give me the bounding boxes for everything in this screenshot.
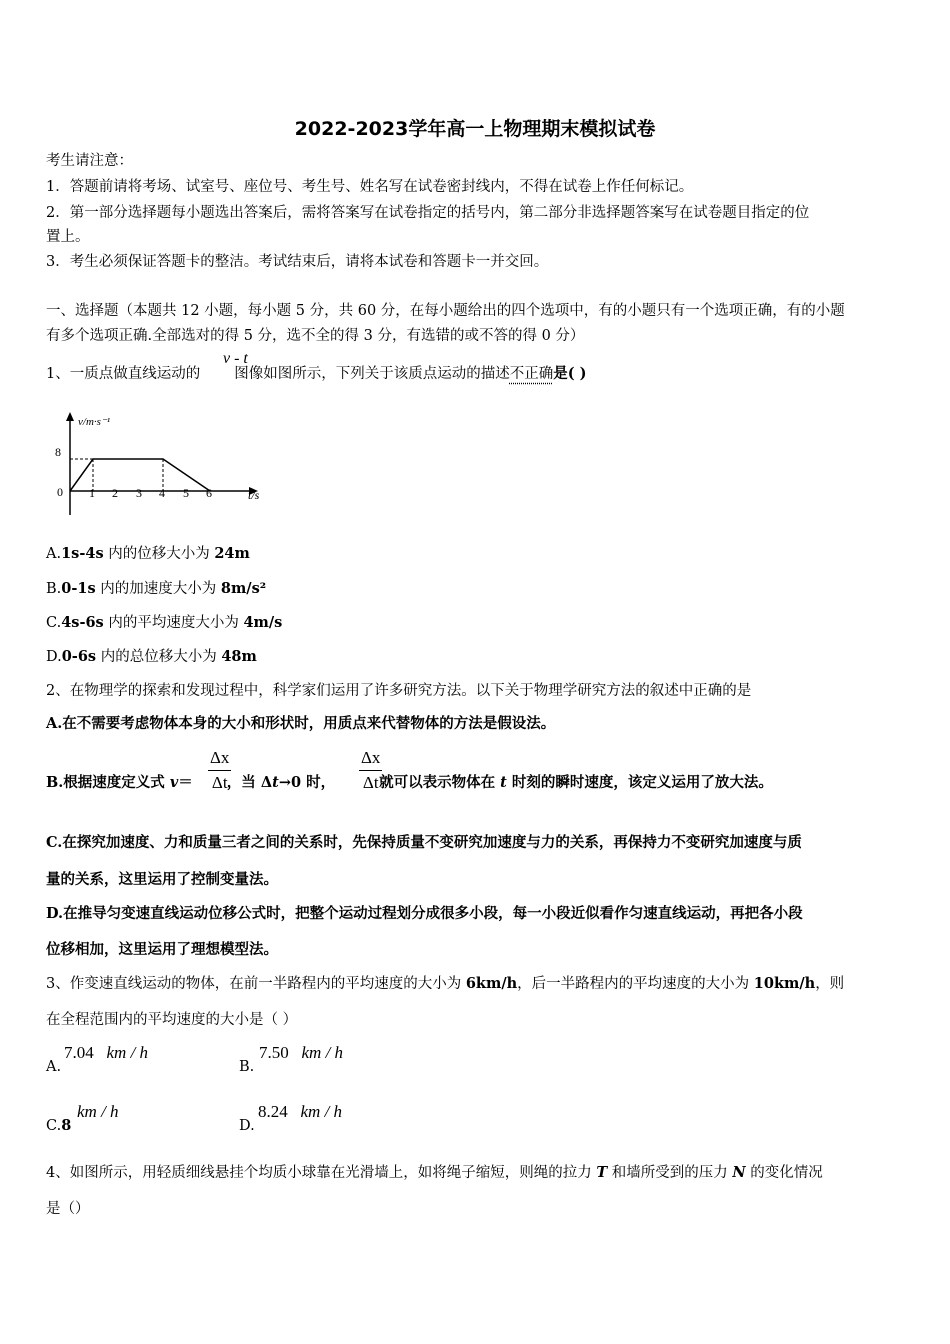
q2-b-text: 就可以表示物体在	[379, 774, 501, 791]
notice-item: 1．答题前请将考场、试室号、座位号、考生号、姓名写在试卷密封线内，不得在试卷上作任何标记。	[46, 179, 694, 195]
q2-b-text: 时刻的瞬时速度，该定义运用了放大法。	[506, 774, 773, 791]
q1-option-a	[46, 544, 250, 564]
q2-option-c-cont: 量的关系，这里运用了控制变量法。	[46, 871, 278, 888]
origin-label: 0	[57, 485, 63, 499]
q3-option-b-letter: B.	[239, 1059, 255, 1075]
question-3-stem	[46, 974, 844, 994]
q2-b-var-t: t	[500, 774, 507, 791]
q3-option-a-letter: A.	[46, 1059, 62, 1075]
q4-text: 和墙所受到的压力	[607, 1165, 733, 1181]
q3-option-d-value	[258, 1102, 342, 1122]
q2-b-var-v: v	[169, 774, 179, 791]
option-text: 内的加速度大小为	[95, 581, 221, 597]
fraction-dx-dt	[208, 748, 231, 793]
q2-b-equals: ＝	[178, 774, 193, 791]
x-axis-label: t/s	[248, 488, 260, 502]
option-bold: 0-6s	[61, 648, 97, 665]
option-text: 内的平均速度大小为	[103, 615, 244, 631]
x-tick-label: 6	[206, 486, 212, 500]
question-1-stem	[46, 364, 587, 384]
q1-option-c	[46, 613, 282, 633]
y-axis-arrow	[66, 412, 74, 421]
option-value: 7.50	[259, 1043, 289, 1062]
x-tick-label: 5	[183, 486, 189, 500]
q2-option-d: D.在推导匀变速直线运动位移公式时，把整个运动过程划分成很多小段，每一小段近似看作匀速直线运动，再把各小段	[46, 905, 803, 922]
q2-b-text: →0 时，	[278, 774, 336, 791]
fraction-numerator: Δx	[210, 748, 230, 767]
q3-option-c-unit	[77, 1102, 119, 1122]
notice-heading: 考生请注意：	[46, 153, 133, 169]
option-bold: 0-1s	[61, 580, 96, 597]
x-tick-label: 3	[136, 486, 142, 500]
q1-middle: 图像如图所示，下列关于该质点运动的描述	[234, 366, 510, 382]
q2-b-var-t: t	[272, 774, 279, 791]
q3-option-b-value	[259, 1043, 343, 1063]
page-title: 2022-2023学年高一上物理期末模拟试卷	[294, 118, 656, 140]
notice-item: 3．考生必须保证答题卡的整洁。考试结束后，请将本试卷和答题卡一并交回。	[46, 254, 549, 270]
option-value: 8	[61, 1117, 72, 1134]
y-tick-label: 8	[55, 445, 61, 459]
q1-vt-formula: v - t	[223, 350, 248, 367]
q1-suffix: 是( )	[553, 365, 587, 382]
x-tick-label: 1	[89, 486, 95, 500]
fraction-denominator: Δt	[362, 773, 379, 792]
option-value: 8m/s²	[220, 580, 267, 597]
q1-option-d	[46, 647, 257, 667]
option-bold: 1s-4s	[61, 545, 104, 562]
q4-text: 4、如图所示，用轻质细线悬挂个均质小球靠在光滑墙上，如将绳子缩短，则绳的拉力	[46, 1165, 597, 1181]
option-text: 内的位移大小为	[103, 546, 215, 562]
q1-prefix: 1、一质点做直线运动的	[46, 366, 201, 382]
option-letter: A.	[46, 546, 62, 562]
q3-text: ，后一半路程内的平均速度的大小为	[517, 976, 754, 992]
option-bold: 4s-6s	[61, 614, 104, 631]
option-letter: D.	[46, 649, 62, 665]
q1-option-b	[46, 579, 266, 599]
q3-speed-1: 6km/h	[465, 975, 518, 992]
q1-emphasis: 不正确	[509, 366, 554, 382]
y-axis-label: v/m·s⁻¹	[78, 416, 111, 428]
question-4-stem-cont: 是（）	[46, 1201, 90, 1217]
option-text: 内的总位移大小为	[96, 649, 222, 665]
option-value: 24m	[214, 545, 250, 562]
x-tick-label: 4	[159, 486, 165, 500]
option-letter: B.	[46, 581, 62, 597]
option-value: 48m	[221, 648, 257, 665]
option-unit: km / h	[301, 1043, 344, 1062]
question-4-stem	[46, 1163, 823, 1183]
q2-option-b	[46, 773, 773, 793]
notice-item: 2．第一部分选择题每小题选出答案后，需将答案写在试卷指定的括号内，第二部分非选择题答案写在试卷题目指定的位	[46, 205, 810, 221]
option-value: 8.24	[258, 1102, 288, 1121]
option-value: 7.04	[64, 1043, 94, 1062]
q3-speed-2: 10km/h	[753, 975, 816, 992]
q2-option-c: C.在探究加速度、力和质量三者之间的关系时，先保持质量不变研究加速度与力的关系，再保持力不变研究加速度与质	[46, 834, 802, 851]
fraction-dx-dt	[359, 748, 382, 793]
section-instructions: 有多个选项正确.全部选对的得 5 分，选不全的得 3 分，有选错的或不答的得 0 分）	[46, 328, 585, 344]
option-letter: C.	[46, 615, 62, 631]
question-3-stem-cont: 在全程范围内的平均速度的大小是（ ）	[46, 1012, 298, 1028]
q3-text: 3、作变速直线运动的物体，在前一半路程内的平均速度的大小为	[46, 976, 466, 992]
q3-option-d-letter: D.	[239, 1118, 255, 1134]
option-unit: km / h	[106, 1043, 149, 1062]
section-instructions: 一、选择题（本题共 12 小题，每小题 5 分，共 60 分，在每小题给出的四个选项中，有的小题只有一个选项正确，有的小题	[46, 303, 845, 319]
q4-text: 的变化情况	[745, 1165, 823, 1181]
question-2-stem: 2、在物理学的探索和发现过程中，科学家们运用了许多研究方法。以下关于物理学研究方法的叙述中正确的是	[46, 683, 752, 699]
q1-vt-graph	[50, 410, 280, 520]
q2-option-d-cont: 位移相加，这里运用了理想模型法。	[46, 941, 278, 958]
option-unit: km / h	[300, 1102, 343, 1121]
option-value: 4m/s	[243, 614, 283, 631]
q3-option-c-letter	[46, 1116, 71, 1136]
q4-var-N: N	[732, 1164, 746, 1181]
q2-b-text: B.根据速度定义式	[46, 774, 170, 791]
q4-var-T: T	[596, 1164, 608, 1181]
x-tick-label: 2	[112, 486, 118, 500]
option-letter: C.	[46, 1118, 62, 1134]
q3-text: ，则	[815, 976, 845, 992]
fraction-denominator: Δt	[211, 773, 228, 792]
fraction-numerator: Δx	[361, 748, 381, 767]
q2-b-text: ，当 Δ	[226, 774, 273, 791]
q3-option-a-value	[64, 1043, 148, 1063]
notice-item: 置上。	[46, 229, 90, 245]
q2-option-a: A.在不需要考虑物体本身的大小和形状时，用质点来代替物体的方法是假设法。	[46, 715, 556, 732]
option-unit: km / h	[77, 1102, 119, 1121]
